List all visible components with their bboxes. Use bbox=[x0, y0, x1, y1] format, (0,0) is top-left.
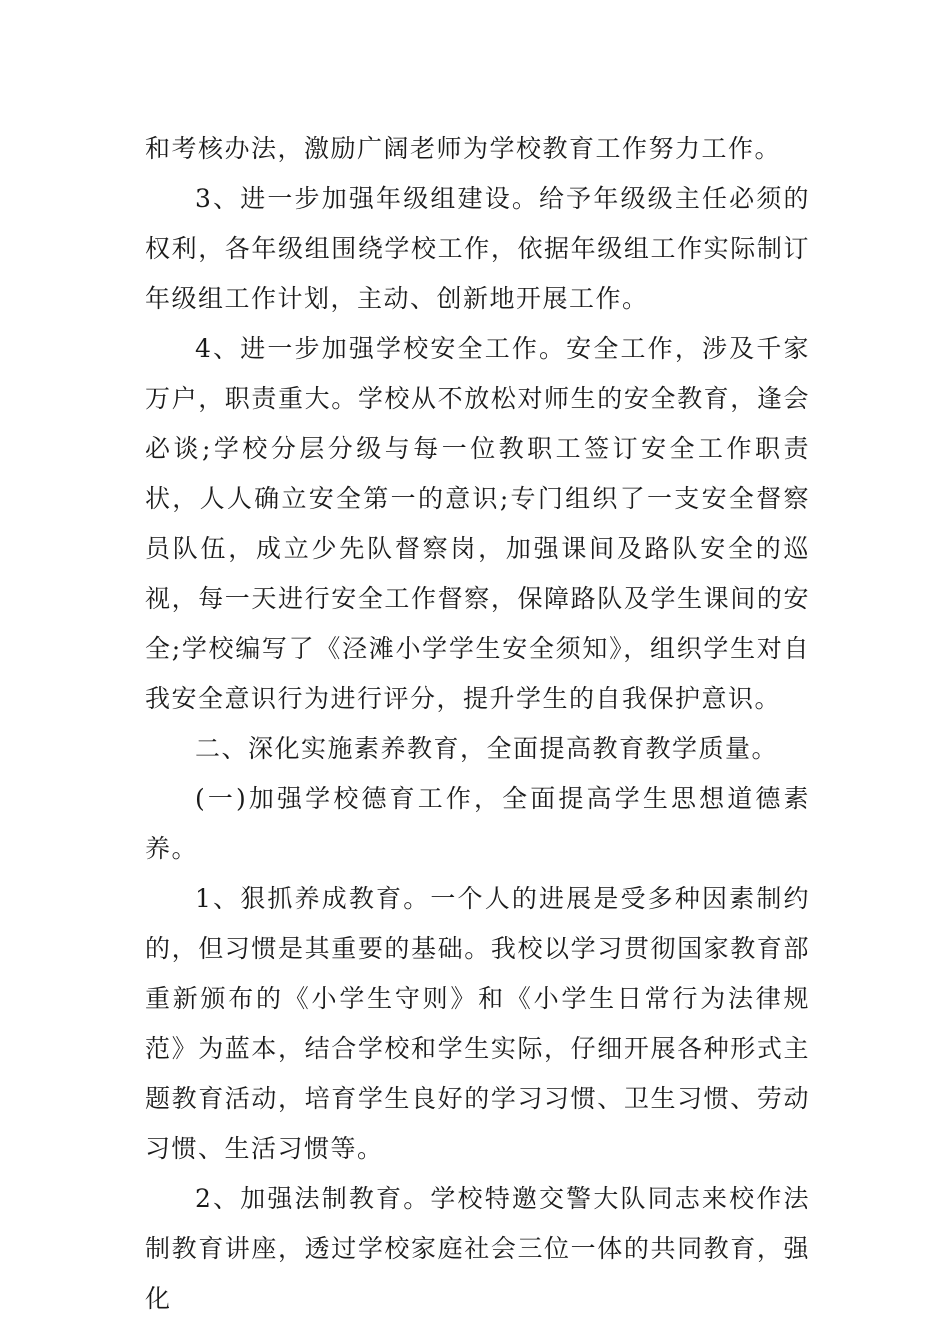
section-heading-quality-education: 二、深化实施素养教育，全面提高教育教学质量。 bbox=[195, 734, 779, 763]
paragraph-legal-education: 2、加强法制教育。学校特邀交警大队同志来校作法制教育讲座，透过学校家庭社会三位一体的共同教育，强化 bbox=[145, 1184, 810, 1313]
paragraph-school-safety: 4、进一步加强学校安全工作。安全工作，涉及千家万户，职责重大。学校从不放松对师生的安全教育，逢会必谈;学校分层分级与每一位教职工签订安全工作职责状，人人确立安全第一的意识;专门组织了一支安全督察员队伍，成立少先队督察岗，加强课间及路队安全的巡视，每一天进行安全工作督察，保障路队及学生课间的安全;学校编写了《泾滩小学学生安全须知》，组织学生对自我安全意识行为进行评分，提升学生的自我保护意识。 bbox=[145, 334, 810, 713]
paragraph-habit-education: 1、狠抓养成教育。一个人的进展是受多种因素制约的，但习惯是其重要的基础。我校以学习贯彻国家教育部重新颁布的《小学生守则》和《小学生日常行为法律规范》为蓝本，结合学校和学生实际，仔细开展各种形式主题教育活动，培育学生良好的学习习惯、卫生习惯、劳动习惯、生活习惯等。 bbox=[145, 884, 810, 1163]
subsection-heading-moral-education: (一)加强学校德育工作，全面提高学生思想道德素养。 bbox=[145, 784, 810, 863]
paragraph-grade-group: 3、进一步加强年级组建设。给予年级级主任必须的权利，各年级组围绕学校工作，依据年级组工作实际制订年级组工作计划，主动、创新地开展工作。 bbox=[145, 184, 810, 313]
paragraph-continuation: 和考核办法，激励广阔老师为学校教育工作努力工作。 bbox=[145, 134, 782, 163]
document-body bbox=[145, 124, 810, 1324]
